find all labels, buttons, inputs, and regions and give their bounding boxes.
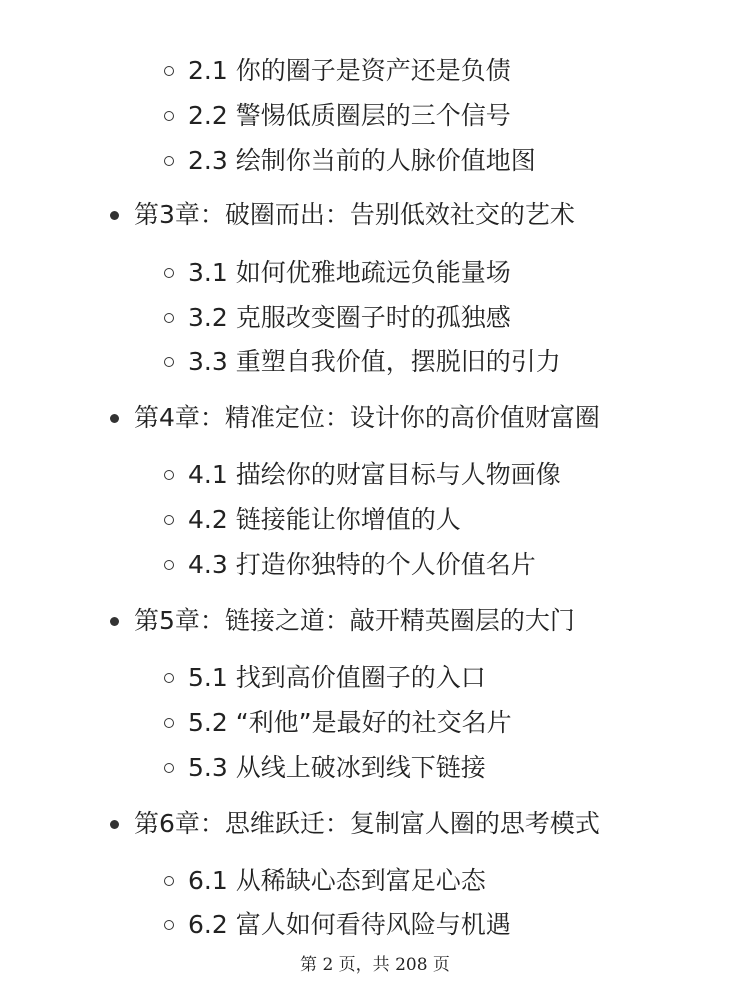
- toc-section-item: [188, 96, 511, 136]
- toc-item-text: 2.1 你的圈子是资产还是负债: [188, 56, 511, 85]
- toc-section-item: [188, 51, 511, 91]
- hollow-circle-bullet-icon: [164, 111, 174, 121]
- toc-section-item: [188, 342, 561, 382]
- toc-section-item: [188, 861, 486, 901]
- toc-item-text: 第5章：链接之道：敲开精英圈层的大门: [134, 606, 575, 635]
- toc-section-item: [188, 253, 511, 293]
- toc-item-text: 6.2 富人如何看待风险与机遇: [188, 910, 511, 939]
- toc-section-item: [188, 703, 512, 743]
- toc-item-text: 5.2 “利他”是最好的社交名片: [188, 708, 512, 737]
- toc-section-item: [188, 141, 536, 181]
- filled-disc-bullet-icon: [110, 414, 119, 423]
- toc-item-text: 2.2 警惕低质圈层的三个信号: [188, 101, 511, 130]
- page-number-footer: 第 2 页，共 208 页: [300, 955, 450, 975]
- toc-item-text: 4.3 打造你独特的个人价值名片: [188, 550, 536, 579]
- toc-item-text: 3.1 如何优雅地疏远负能量场: [188, 258, 511, 287]
- toc-item-text: 5.3 从线上破冰到线下链接: [188, 753, 486, 782]
- hollow-circle-bullet-icon: [164, 718, 174, 728]
- toc-item-text: 4.2 链接能让你增值的人: [188, 505, 461, 534]
- toc-item-text: 3.2 克服改变圈子时的孤独感: [188, 303, 511, 332]
- hollow-circle-bullet-icon: [164, 920, 174, 930]
- hollow-circle-bullet-icon: [164, 763, 174, 773]
- hollow-circle-bullet-icon: [164, 560, 174, 570]
- toc-item-text: 第3章：破圈而出：告别低效社交的艺术: [134, 200, 575, 229]
- filled-disc-bullet-icon: [110, 820, 119, 829]
- toc-item-text: 6.1 从稀缺心态到富足心态: [188, 866, 486, 895]
- toc-section-item: [188, 658, 486, 698]
- hollow-circle-bullet-icon: [164, 268, 174, 278]
- toc-item-text: 4.1 描绘你的财富目标与人物画像: [188, 460, 561, 489]
- toc-section-item: [188, 455, 561, 495]
- toc-chapter-item: [134, 601, 575, 641]
- hollow-circle-bullet-icon: [164, 515, 174, 525]
- filled-disc-bullet-icon: [110, 211, 119, 220]
- toc-section-item: [188, 545, 536, 585]
- filled-disc-bullet-icon: [110, 617, 119, 626]
- toc-chapter-item: [134, 398, 600, 438]
- toc-section-item: [188, 500, 461, 540]
- toc-item-text: 第4章：精准定位：设计你的高价值财富圈: [134, 403, 600, 432]
- toc-chapter-item: [134, 195, 575, 235]
- toc-section-item: [188, 298, 511, 338]
- toc-item-text: 3.3 重塑自我价值，摆脱旧的引力: [188, 347, 561, 376]
- hollow-circle-bullet-icon: [164, 470, 174, 480]
- hollow-circle-bullet-icon: [164, 313, 174, 323]
- toc-section-item: [188, 748, 486, 788]
- hollow-circle-bullet-icon: [164, 357, 174, 367]
- hollow-circle-bullet-icon: [164, 156, 174, 166]
- hollow-circle-bullet-icon: [164, 876, 174, 886]
- toc-item-text: 5.1 找到高价值圈子的入口: [188, 663, 486, 692]
- toc-item-text: 第6章：思维跃迁：复制富人圈的思考模式: [134, 809, 600, 838]
- hollow-circle-bullet-icon: [164, 66, 174, 76]
- toc-chapter-item: [134, 804, 600, 844]
- hollow-circle-bullet-icon: [164, 673, 174, 683]
- toc-section-item: [188, 905, 511, 945]
- toc-item-text: 2.3 绘制你当前的人脉价值地图: [188, 146, 536, 175]
